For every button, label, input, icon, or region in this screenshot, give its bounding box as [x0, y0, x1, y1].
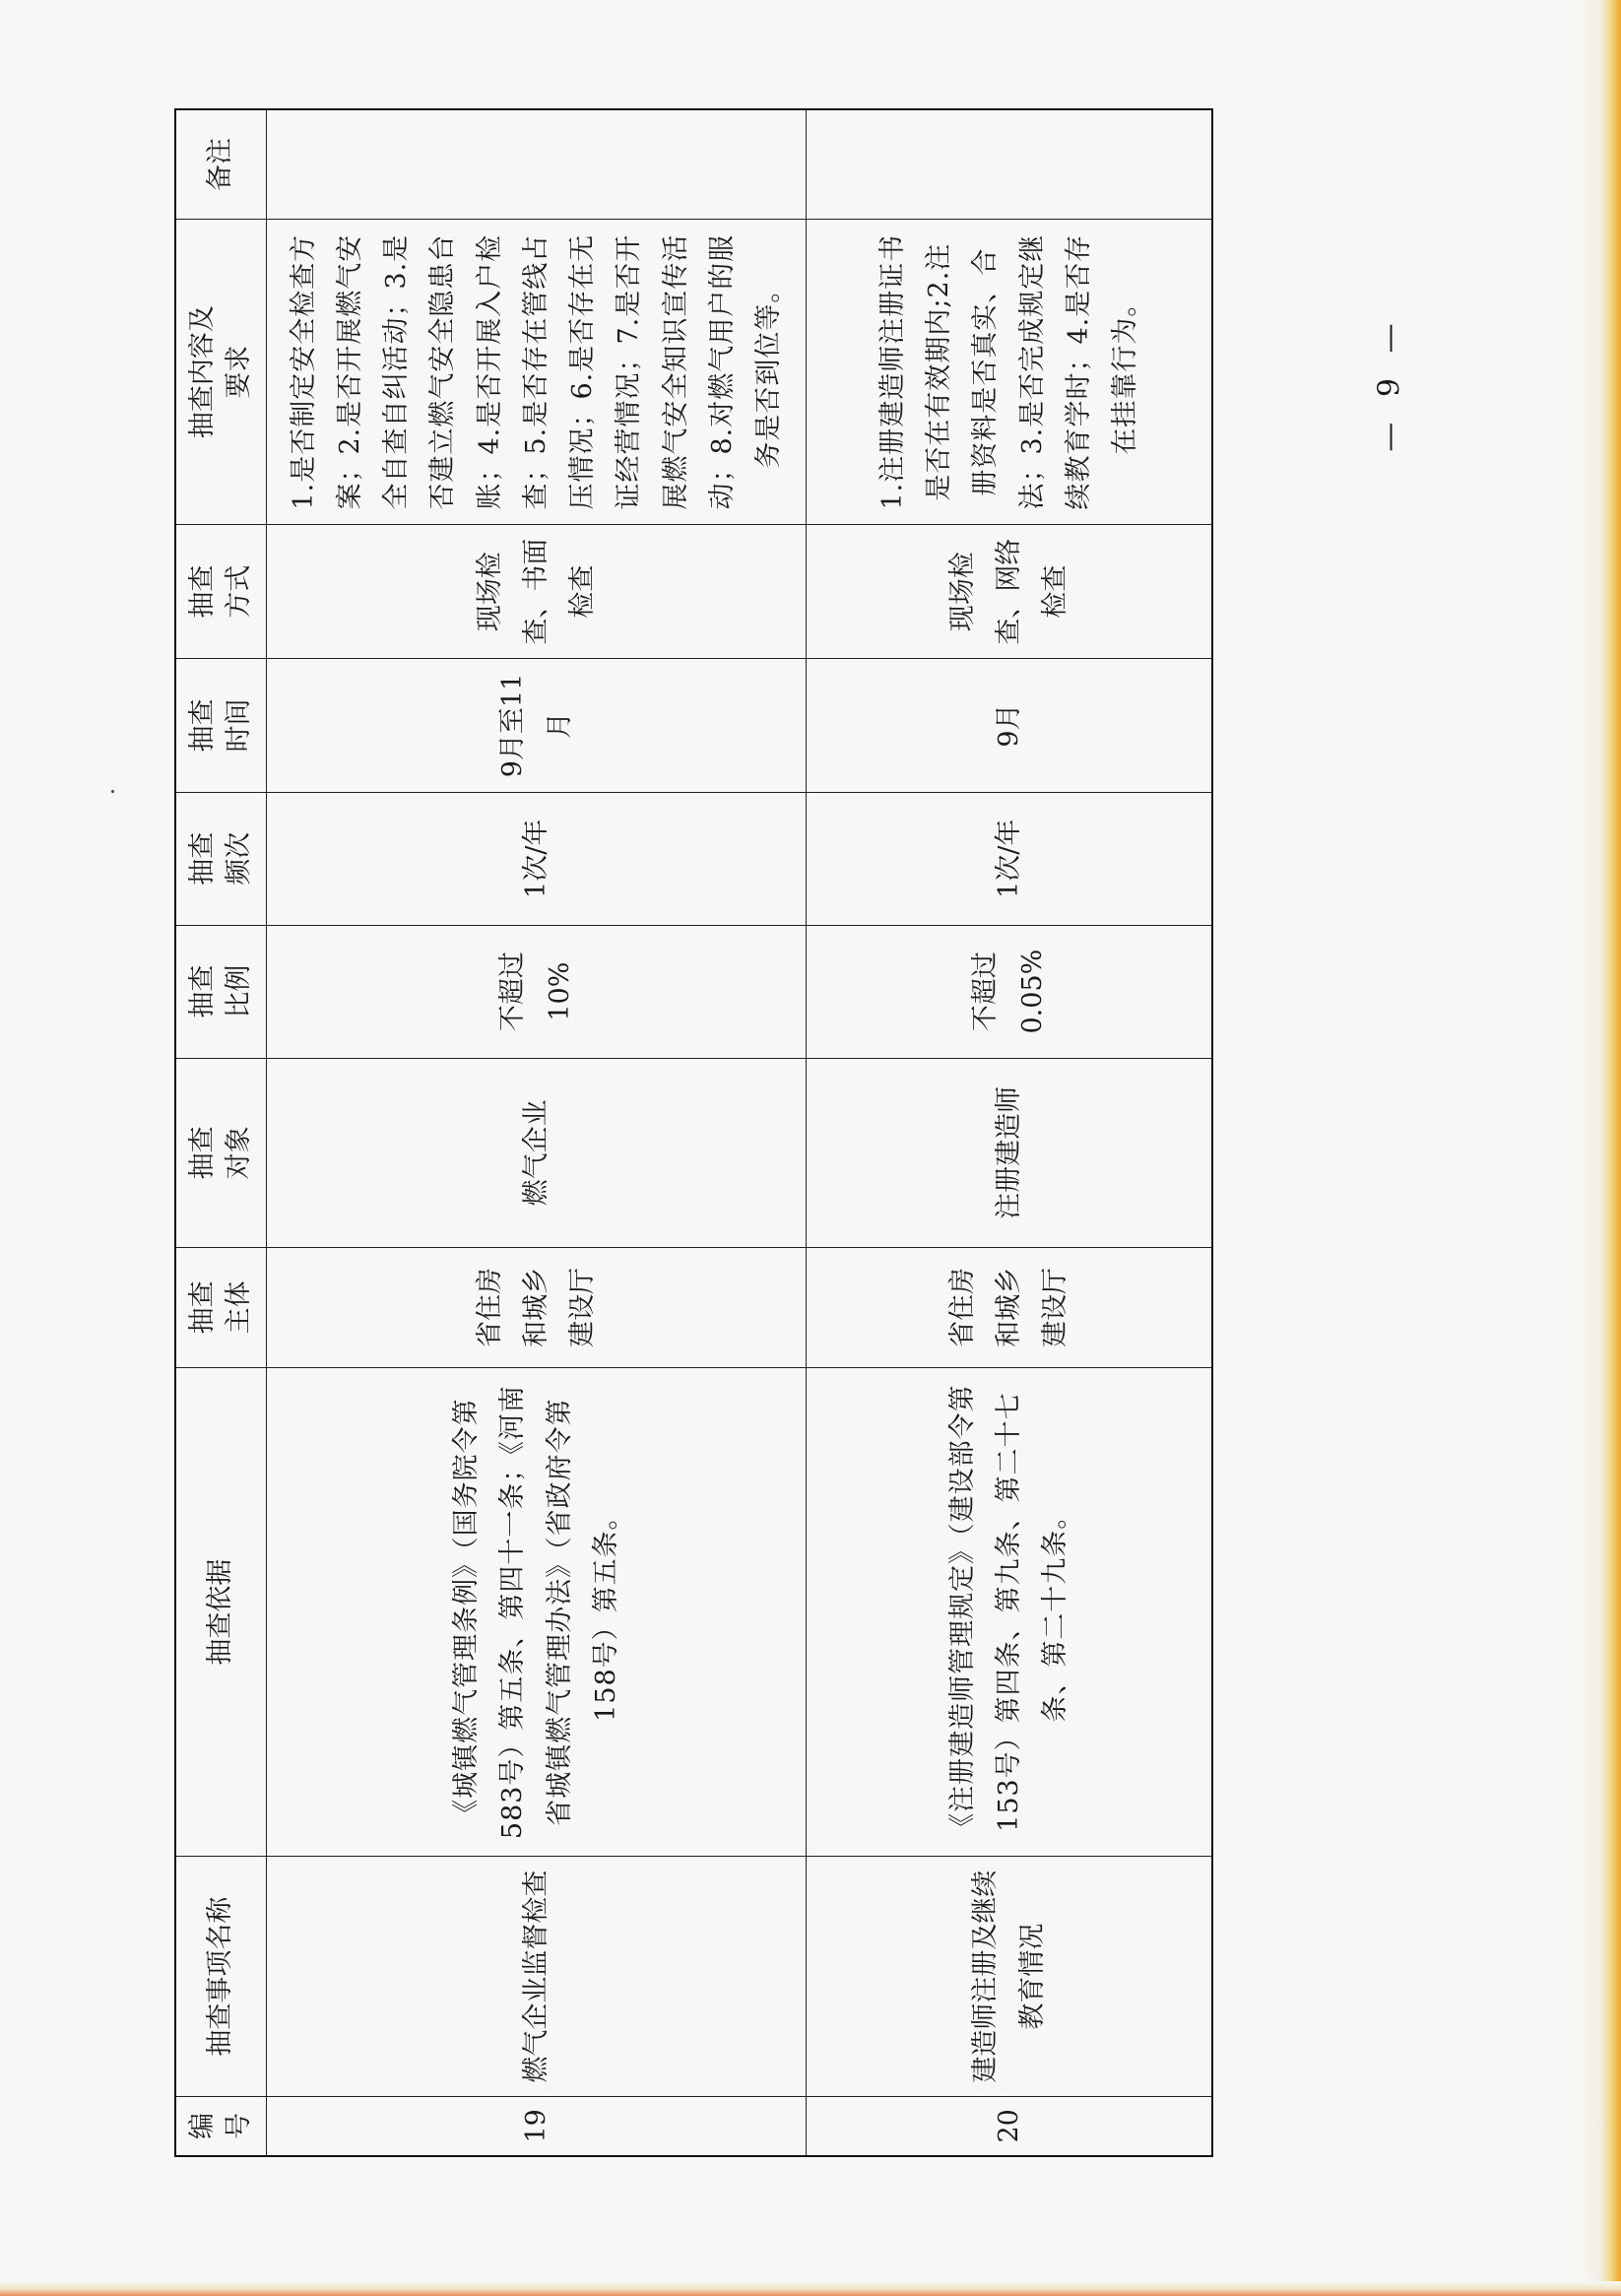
- scan-edge-right: [1576, 0, 1621, 2296]
- cell-remark: [807, 109, 1212, 220]
- header-time-line1: 抽查: [186, 698, 218, 753]
- header-method-line2: 方式: [224, 564, 255, 619]
- header-ratio-line2: 比例: [224, 964, 255, 1018]
- header-content-line2: 要求: [224, 345, 255, 399]
- cell-object: 注册建造师: [807, 1058, 1212, 1248]
- cell-content: 1.注册建造师注册证书是否在有效期内;2.注册资料是否真实、合法；3.是否完成规定继续教育学时；4.是否存在挂靠行为。: [807, 220, 1212, 525]
- header-content: [175, 220, 266, 525]
- header-name: 抽查事项名称: [175, 1857, 266, 2096]
- header-time-line2: 时间: [224, 698, 255, 753]
- header-ratio-line1: 抽查: [186, 964, 218, 1018]
- cell-subject: 省住房和城乡建设厅: [266, 1248, 807, 1368]
- table-header-row: [175, 109, 266, 2156]
- cell-ratio: 不超过0.05%: [807, 925, 1212, 1058]
- cell-content: 1.是否制定安全检查方案；2.是否开展燃气安全自查自纠活动；3.是否建立燃气安全隐患台账；4.是否开展入户检查；5.是否存在管线占压情况；6.是否存在无证经营情况；7.是否开展燃气安全知识宣传活动；8.对燃气用户的服务是否到位等。: [266, 220, 807, 525]
- header-method-line1: 抽查: [186, 564, 218, 619]
- cell-basis: 《注册建造师管理规定》（建设部令第153号）第四条、第九条、第二十七条、第二十九条。: [807, 1367, 1212, 1857]
- header-method: [175, 525, 266, 659]
- cell-ratio: 不超过10%: [266, 925, 807, 1058]
- cell-name: 燃气企业监督检查: [266, 1857, 807, 2096]
- cell-no: 19: [266, 2096, 807, 2156]
- header-object-line2: 对象: [224, 1126, 255, 1180]
- cell-method: 现场检查、网络检查: [807, 525, 1212, 659]
- cell-basis: 《城镇燃气管理条例》（国务院令第583号）第五条、第四十一条；《河南省城镇燃气管理办法》（省政府令第158号）第五条。: [266, 1367, 807, 1857]
- cell-method: 现场检查、书面检查: [266, 525, 807, 659]
- cell-frequency: 1次/年: [266, 792, 807, 925]
- cell-name: 建造师注册及继续教育情况: [807, 1857, 1212, 2096]
- rotated-table-wrapper: [174, 108, 1213, 2157]
- table-row: [807, 109, 1212, 2156]
- header-frequency-line1: 抽查: [186, 831, 218, 886]
- header-time: [175, 659, 266, 793]
- cell-time: 9月: [807, 659, 1212, 793]
- cell-no: 20: [807, 2096, 1212, 2156]
- header-subject: [175, 1248, 266, 1368]
- header-frequency-line2: 频次: [224, 831, 255, 886]
- header-frequency: [175, 792, 266, 925]
- page-number: — 9 —: [1372, 315, 1407, 452]
- table-row: [266, 109, 807, 2156]
- scan-edge-bottom: [0, 2281, 1621, 2296]
- header-ratio: [175, 925, 266, 1058]
- header-basis: 抽查依据: [175, 1367, 266, 1857]
- cell-object: 燃气企业: [266, 1058, 807, 1248]
- scan-speck: [111, 790, 114, 793]
- cell-subject: 省住房和城乡建设厅: [807, 1248, 1212, 1368]
- header-remark: 备注: [175, 109, 266, 220]
- cell-remark: [266, 109, 807, 220]
- header-object: [175, 1058, 266, 1248]
- header-content-line1: 抽查内容及: [186, 305, 218, 439]
- cell-frequency: 1次/年: [807, 792, 1212, 925]
- inspection-table: [174, 108, 1213, 2157]
- header-subject-line1: 抽查: [186, 1280, 218, 1335]
- header-subject-line2: 主体: [224, 1280, 255, 1335]
- header-no: 编号: [175, 2096, 266, 2156]
- cell-time: 9月至11月: [266, 659, 807, 793]
- header-object-line1: 抽查: [186, 1126, 218, 1180]
